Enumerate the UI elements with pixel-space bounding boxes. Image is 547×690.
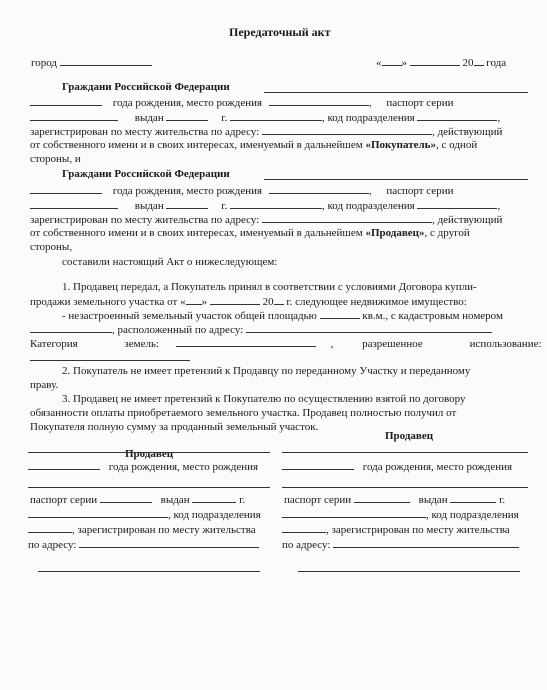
clause-3-line-a: 3. Продавец не имеет претензий к Покупателю по осуществлению взятой по договору bbox=[62, 393, 466, 405]
year-suffix: года bbox=[486, 57, 507, 69]
city-blank bbox=[60, 56, 152, 66]
seller-role: «Продавец» bbox=[365, 227, 425, 239]
clause-1-line-b: продажи земельного участка от « » 20 г. следующее недвижимое имущество: bbox=[30, 296, 467, 308]
buyer-side-line: стороны, и bbox=[30, 153, 81, 165]
city-line bbox=[31, 56, 152, 70]
date-close-quote: » bbox=[401, 57, 407, 69]
sig-left-address-line: по адресу: bbox=[28, 538, 259, 552]
sig-right-name-blank bbox=[282, 452, 528, 453]
sig-left-passport-line: паспорт серии выдан г. bbox=[30, 494, 246, 506]
seller-issued-line: выдан г. , код подразделения , bbox=[30, 199, 500, 213]
clause-1-line-e: Категория земель: , разрешенное использование: bbox=[30, 338, 542, 350]
sig-right-signature-blank bbox=[298, 571, 520, 572]
sig-left-place-blank bbox=[28, 487, 270, 488]
seller-side-line: стороны, bbox=[30, 241, 73, 253]
clause-3-line-b: обязанности оплаты приобретаемого земельного участка. Продавец полностью получил от bbox=[30, 407, 457, 419]
sig-right-address-line: по адресу: bbox=[282, 538, 519, 552]
clause-1-line-d: , расположенный по адресу: bbox=[30, 323, 492, 337]
buyer-issued-line: выдан г. , код подразделения , bbox=[30, 111, 500, 125]
sig-right-place-blank bbox=[282, 487, 528, 488]
date-line bbox=[376, 56, 506, 70]
date-open-quote: « bbox=[376, 57, 382, 69]
sig-right-title: Продавец bbox=[385, 430, 434, 442]
compiled-line: составили настоящий Акт о нижеследующем: bbox=[62, 256, 278, 268]
buyer-role: «Покупатель» bbox=[365, 139, 437, 151]
sig-right-code-line: , код подразделения bbox=[282, 508, 519, 522]
land-use-blank bbox=[30, 360, 190, 361]
sig-right-registered-line: , зарегистрирован по месту жительства bbox=[282, 523, 510, 537]
seller-registered-line: зарегистрирован по месту жительства по адресу: , действующий bbox=[30, 214, 503, 226]
seller-name-blank bbox=[264, 179, 528, 180]
sig-left-code-line: , код подразделения bbox=[28, 508, 261, 522]
buyer-citizen-label: Граждани Российской Федерации bbox=[62, 81, 230, 93]
sig-right-passport-line: паспорт серии выдан г. bbox=[284, 494, 506, 506]
seller-interest-line: от собственного имени и в своих интересах, именуемый в дальнейшем «Продавец», с другой bbox=[30, 227, 470, 239]
year-prefix: 20 bbox=[462, 57, 474, 69]
year-blank bbox=[474, 56, 484, 66]
month-blank bbox=[410, 56, 460, 66]
document-title: Передаточный акт bbox=[229, 25, 331, 39]
buyer-registered-line: зарегистрирован по месту жительства по адресу: , действующий bbox=[30, 126, 503, 138]
clause-2-line-a: 2. Покупатель не имеет претензий к Продавцу по переданному Участку и переданному bbox=[62, 365, 471, 377]
buyer-birth-line: года рождения, место рождения , паспорт серии bbox=[30, 96, 528, 110]
sig-left-name-blank bbox=[28, 452, 270, 453]
clause-1-line-a: 1. Продавец передал, а Покупатель принял в соответствии с условиями Договора купли- bbox=[62, 281, 477, 293]
buyer-name-blank bbox=[264, 92, 528, 93]
sig-right-birth-line: года рождения, место рождения bbox=[282, 460, 512, 474]
day-blank bbox=[382, 56, 402, 66]
sig-left-birth-line: года рождения, место рождения bbox=[28, 460, 258, 474]
sig-left-title: Продавец bbox=[125, 448, 174, 460]
clause-1-line-c: - незастроенный земельный участок общей площадью кв.м., с кадастровым номером bbox=[62, 310, 503, 322]
sig-left-registered-line: , зарегистрирован по месту жительства bbox=[28, 523, 256, 537]
city-label: город bbox=[31, 57, 58, 69]
clause-2-line-b: праву. bbox=[30, 379, 59, 391]
seller-birth-line: года рождения, место рождения , паспорт серии bbox=[30, 184, 453, 198]
buyer-interest-line: от собственного имени и в своих интересах, именуемый в дальнейшем «Покупатель», с одной bbox=[30, 139, 478, 151]
seller-citizen-label: Граждани Российской Федерации bbox=[62, 168, 230, 180]
sig-left-signature-blank bbox=[38, 571, 260, 572]
clause-3-line-c: Покупателя полную сумму за проданный земельный участок. bbox=[30, 421, 319, 433]
